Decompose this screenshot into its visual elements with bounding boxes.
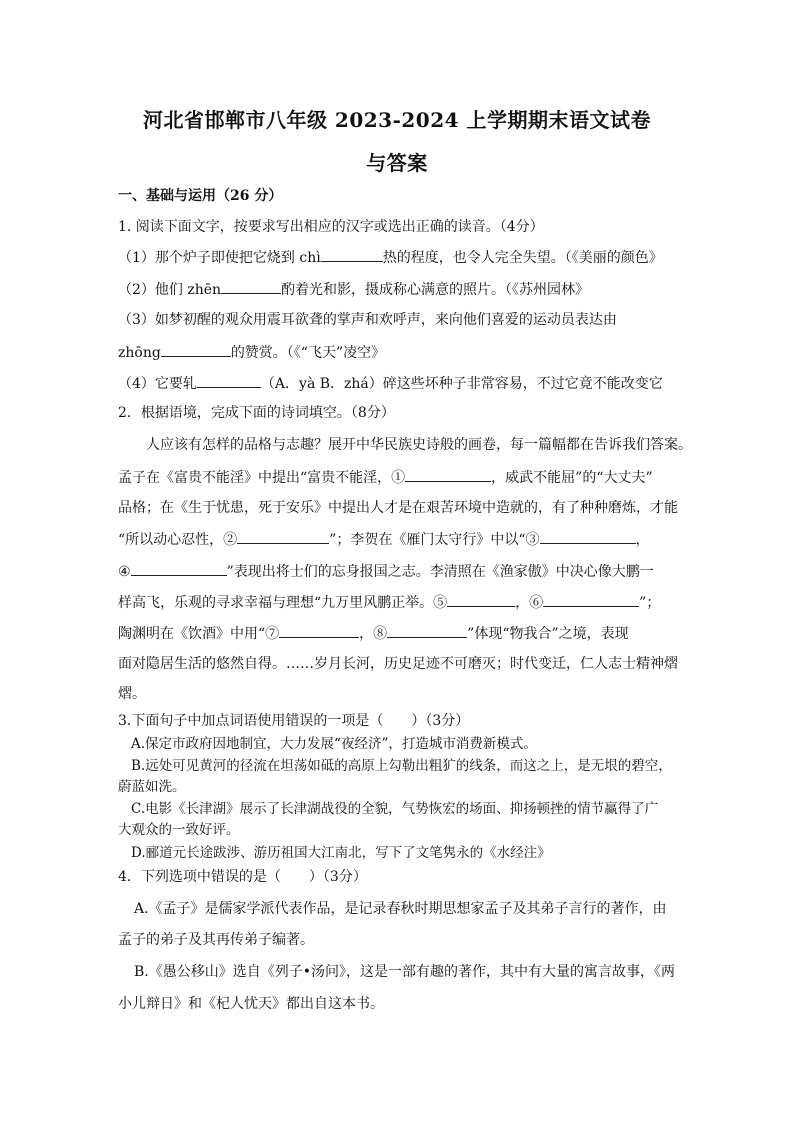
q4-option-a-line1: A.《孟子》是儒家学派代表作品，是记录春秋时期思想家孟子及其弟子言行的著作，由 <box>134 901 667 917</box>
q1-item4-post: （A．yà B．zhá）碎这些坏种子非常容易，不过它竟不能改变它 <box>260 376 663 392</box>
q3-option-b-line2: 蔚蓝如洗。 <box>118 779 186 795</box>
q3-option-c-line1: C.电影《长津湖》展示了长津湖战役的全貌，气势恢宏的场面、抑扬顿挫的情节赢得了广 <box>131 801 659 817</box>
q1-item3-post: 的赞赏。（《“飞天”凌空》 <box>230 345 386 361</box>
q2-text: ”体现“物我合”之境，表现 <box>467 626 629 642</box>
q3-option-b-line1: B.远处可见黄河的径流在坦荡如砥的高原上勾勒出粗犷的线条，而这之上，是无垠的碧空， <box>131 758 672 774</box>
q2-stem: 2．根据语境，完成下面的诗词填空。（8分） <box>118 405 395 421</box>
answer-blank-2[interactable] <box>237 529 329 544</box>
answer-blank-1[interactable] <box>405 467 491 482</box>
answer-blank-6[interactable] <box>543 592 639 607</box>
answer-blank-5[interactable] <box>447 592 515 607</box>
q2-text: ，⑧ <box>359 626 388 642</box>
q3-option-a: A.保定市政府因地制宜，大力发展“夜经济”，打造城市消费新模式。 <box>131 736 537 752</box>
q1-item2-pre: （2）他们 zhēn <box>118 282 222 298</box>
answer-blank[interactable] <box>221 279 281 294</box>
answer-blank-7[interactable] <box>279 623 359 638</box>
q1-item1-pre: （1）那个炉子即使把它烧到 chì <box>118 250 321 266</box>
q2-text: ，威武不能屈”的“大丈夫” <box>491 470 653 486</box>
q2-paragraph-line7 <box>118 623 629 644</box>
q1-item4-pre: （4）它要轧 <box>118 376 197 392</box>
answer-blank-4[interactable] <box>131 561 227 576</box>
answer-blank[interactable] <box>197 373 261 388</box>
q2-text: ， <box>635 532 650 548</box>
q2-paragraph-line6 <box>118 592 660 613</box>
q2-text: ”表现出将士们的忘身报国之志。李清照在《渔家傲》中决心像大鹏一 <box>226 564 654 580</box>
q1-item4 <box>118 373 663 394</box>
q1-item1 <box>118 247 663 268</box>
q1-item1-post: 热的程度，也令人完全失望。（《美丽的颜色》 <box>382 250 663 266</box>
q3-option-d: D.郦道元长途跋涉、游历祖国大江南北，写下了文笔隽永的《水经注》 <box>131 845 551 861</box>
q2-paragraph-line1: 人应该有怎样的品格与志趣？展开中华民族史诗般的画卷，每一篇幅都在告诉我们答案。 <box>146 437 692 453</box>
section1-heading: 一、基础与运用（26 分） <box>118 188 283 204</box>
q2-paragraph-line3: 品格；在《生于忧患，死于安乐》中提出人才是在艰苦环境中造就的，有了种种磨炼，才能 <box>118 500 678 516</box>
q2-text: “所以动心忍性，② <box>118 532 238 548</box>
q2-paragraph-line9: 熠。 <box>118 686 146 702</box>
answer-blank-8[interactable] <box>387 623 467 638</box>
q2-paragraph-line2 <box>118 467 653 488</box>
q4-option-a-line2: 孟子的弟子及其再传弟子编著。 <box>118 932 314 948</box>
q2-text: ④ <box>118 564 131 580</box>
exam-title-line2: 与答案 <box>366 151 428 175</box>
q1-item3-line1: （3）如梦初醒的观众用震耳欲聋的掌声和欢呼声，来向他们喜爱的运动员表达由 <box>118 312 617 328</box>
q4-option-b-line2: 小儿辩日》和《杞人忧天》都出自这本书。 <box>118 996 384 1012</box>
answer-blank-3[interactable] <box>540 529 636 544</box>
q4-stem: 4．下列选项中错误的是（ ）（3分） <box>118 869 367 885</box>
q1-item2-post: 酌着光和影，摄成称心满意的照片。（《苏州园林》 <box>281 282 590 298</box>
q2-text: ”；李贺在《雁门太守行》中以“③ <box>329 532 540 548</box>
q3-stem: 3.下面句子中加点词语使用错误的一项是（ ）（3分） <box>118 713 470 729</box>
answer-blank[interactable] <box>321 247 383 262</box>
q2-paragraph-line8: 面对隐居生活的悠然自得。……岁月长河，历史足迹不可磨灭；时代变迁，仁人志士精神熠 <box>118 656 678 672</box>
answer-blank[interactable] <box>161 342 231 357</box>
q1-stem: 1. 阅读下面文字，按要求写出相应的汉字或选出正确的读音。（4分） <box>118 219 544 235</box>
exam-title-line1: 河北省邯郸市八年级 2023-2024 上学期期末语文试卷 <box>142 108 652 132</box>
q2-text: ”； <box>639 595 661 611</box>
q3-option-c-line2: 大观众的一致好评。 <box>118 822 240 838</box>
q1-item2 <box>118 279 589 300</box>
q2-paragraph-line5 <box>118 561 654 582</box>
q1-item3-pre: zhōng <box>118 345 161 361</box>
q1-item3-line2 <box>118 342 385 363</box>
q2-text: 孟子在《富贵不能淫》中提出“富贵不能淫，① <box>118 470 406 486</box>
q2-text: 陶渊明在《饮酒》中用“⑦ <box>118 626 280 642</box>
q4-option-b-line1: B.《愚公移山》选自《列子•汤问》，这是一部有趣的著作，其中有大量的寓言故事，《两 <box>134 964 675 980</box>
q2-paragraph-line4 <box>118 529 650 550</box>
q2-text: 样高飞，乐观的寻求幸福与理想“九万里风鹏正举。⑤ <box>118 595 448 611</box>
q2-text: ，⑥ <box>515 595 544 611</box>
